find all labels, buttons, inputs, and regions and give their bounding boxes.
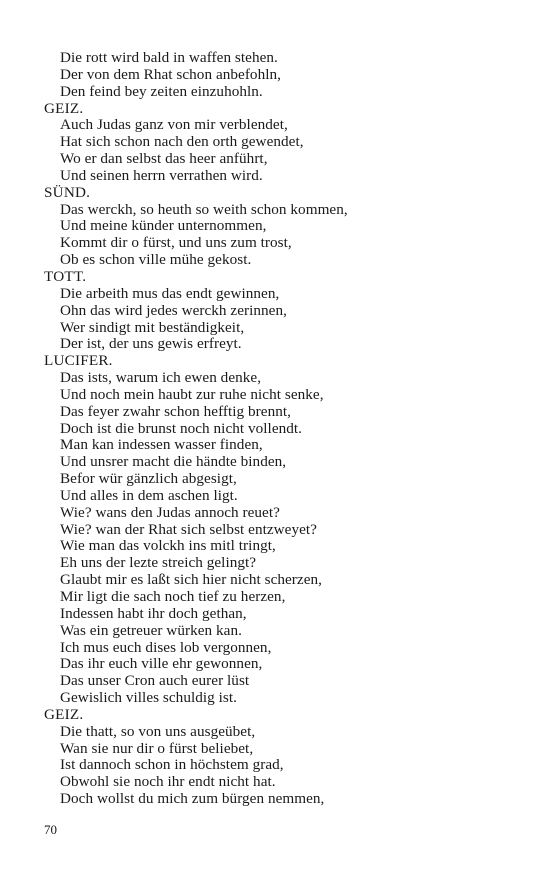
verse-line: Glaubt mir es laßt sich hier nicht scherzen, <box>60 571 322 589</box>
verse-line: Und unsrer macht die händte binden, <box>60 453 287 471</box>
verse-line: Man kan indessen wasser finden, <box>60 436 263 454</box>
verse-line: Wan sie nur dir o fürst beliebet, <box>60 739 254 757</box>
verse-line: Das ists, warum ich ewen denke, <box>60 369 262 387</box>
verse-line: Wo er dan selbst das heer anführt, <box>60 150 268 168</box>
verse-line: Was ein getreuer würken kan. <box>60 621 242 639</box>
verse-line: Ob es schon ville mühe gekost. <box>60 251 252 269</box>
verse-line: Der von dem Rhat schon anbefohln, <box>60 65 281 83</box>
verse-line: Das werckh, so heuth so weith schon kommen, <box>60 200 348 218</box>
verse-line: Hat sich schon nach den orth gewendet, <box>60 133 304 151</box>
verse-line: Den feind bey zeiten einzuhohln. <box>60 82 263 100</box>
verse-line: Doch ist die brunst noch nicht vollendt. <box>60 419 303 437</box>
verse-line: Kommt dir o fürst, und uns zum trost, <box>60 234 292 252</box>
verse-line: Indessen habt ihr doch gethan, <box>60 604 247 622</box>
verse-line: Und noch mein haubt zur ruhe nicht senke, <box>60 385 324 403</box>
speaker-name: GEIZ. <box>44 705 84 723</box>
speaker-name: LUCIFER. <box>44 352 113 370</box>
verse-line: Und seinen herrn verrathen wird. <box>60 166 263 184</box>
verse-line: Das feyer zwahr schon hefftig brennt, <box>60 402 291 420</box>
verse-line: Und alles in dem aschen ligt. <box>60 486 238 504</box>
verse-line: Befor wür gänzlich abgesigt, <box>60 470 237 488</box>
verse-line: Eh uns der lezte streich gelingt? <box>60 554 257 572</box>
verse-line: Wie man das volckh ins mitl tringt, <box>60 537 276 555</box>
verse-line: Auch Judas ganz von mir verblendet, <box>60 116 288 134</box>
verse-line: Obwohl sie noch ihr endt nicht hat. <box>60 773 276 791</box>
verse-line: Die arbeith mus das endt gewinnen, <box>60 284 280 302</box>
page-number: 70 <box>44 822 57 837</box>
verse-line: Und meine künder unternommen, <box>60 217 267 235</box>
speaker-name: SÜND. <box>44 183 91 201</box>
verse-line: Das ihr euch ville ehr gewonnen, <box>60 655 263 673</box>
verse-line: Ich mus euch dises lob vergonnen, <box>60 638 272 656</box>
verse-line: Ist dannoch schon in höchstem grad, <box>60 756 284 774</box>
verse-line: Wer sindigt mit beständigkeit, <box>60 318 245 336</box>
verse-line: Mir ligt die sach noch tief zu herzen, <box>60 588 286 605</box>
play-text <box>44 50 514 808</box>
verse-line: Wie? wans den Judas annoch reuet? <box>60 503 280 521</box>
speaker-name: TOTT. <box>44 267 87 285</box>
verse-line: Die rott wird bald in waffen stehen. <box>60 49 278 66</box>
speaker-name: GEIZ. <box>44 99 84 117</box>
verse-line: Gewislich villes schuldig ist. <box>60 689 237 707</box>
verse-line: Wie? wan der Rhat sich selbst entzweyet? <box>60 520 317 538</box>
verse-line: Ohn das wird jedes werckh zerinnen, <box>60 301 287 319</box>
verse-line: Das unser Cron auch eurer lüst <box>60 672 250 690</box>
verse-line: Der ist, der uns gewis erfreyt. <box>60 335 242 353</box>
verse-line: Doch wollst du mich zum bürgen nemmen, <box>60 790 325 808</box>
verse-line: Die thatt, so von uns ausgeübet, <box>60 722 256 740</box>
